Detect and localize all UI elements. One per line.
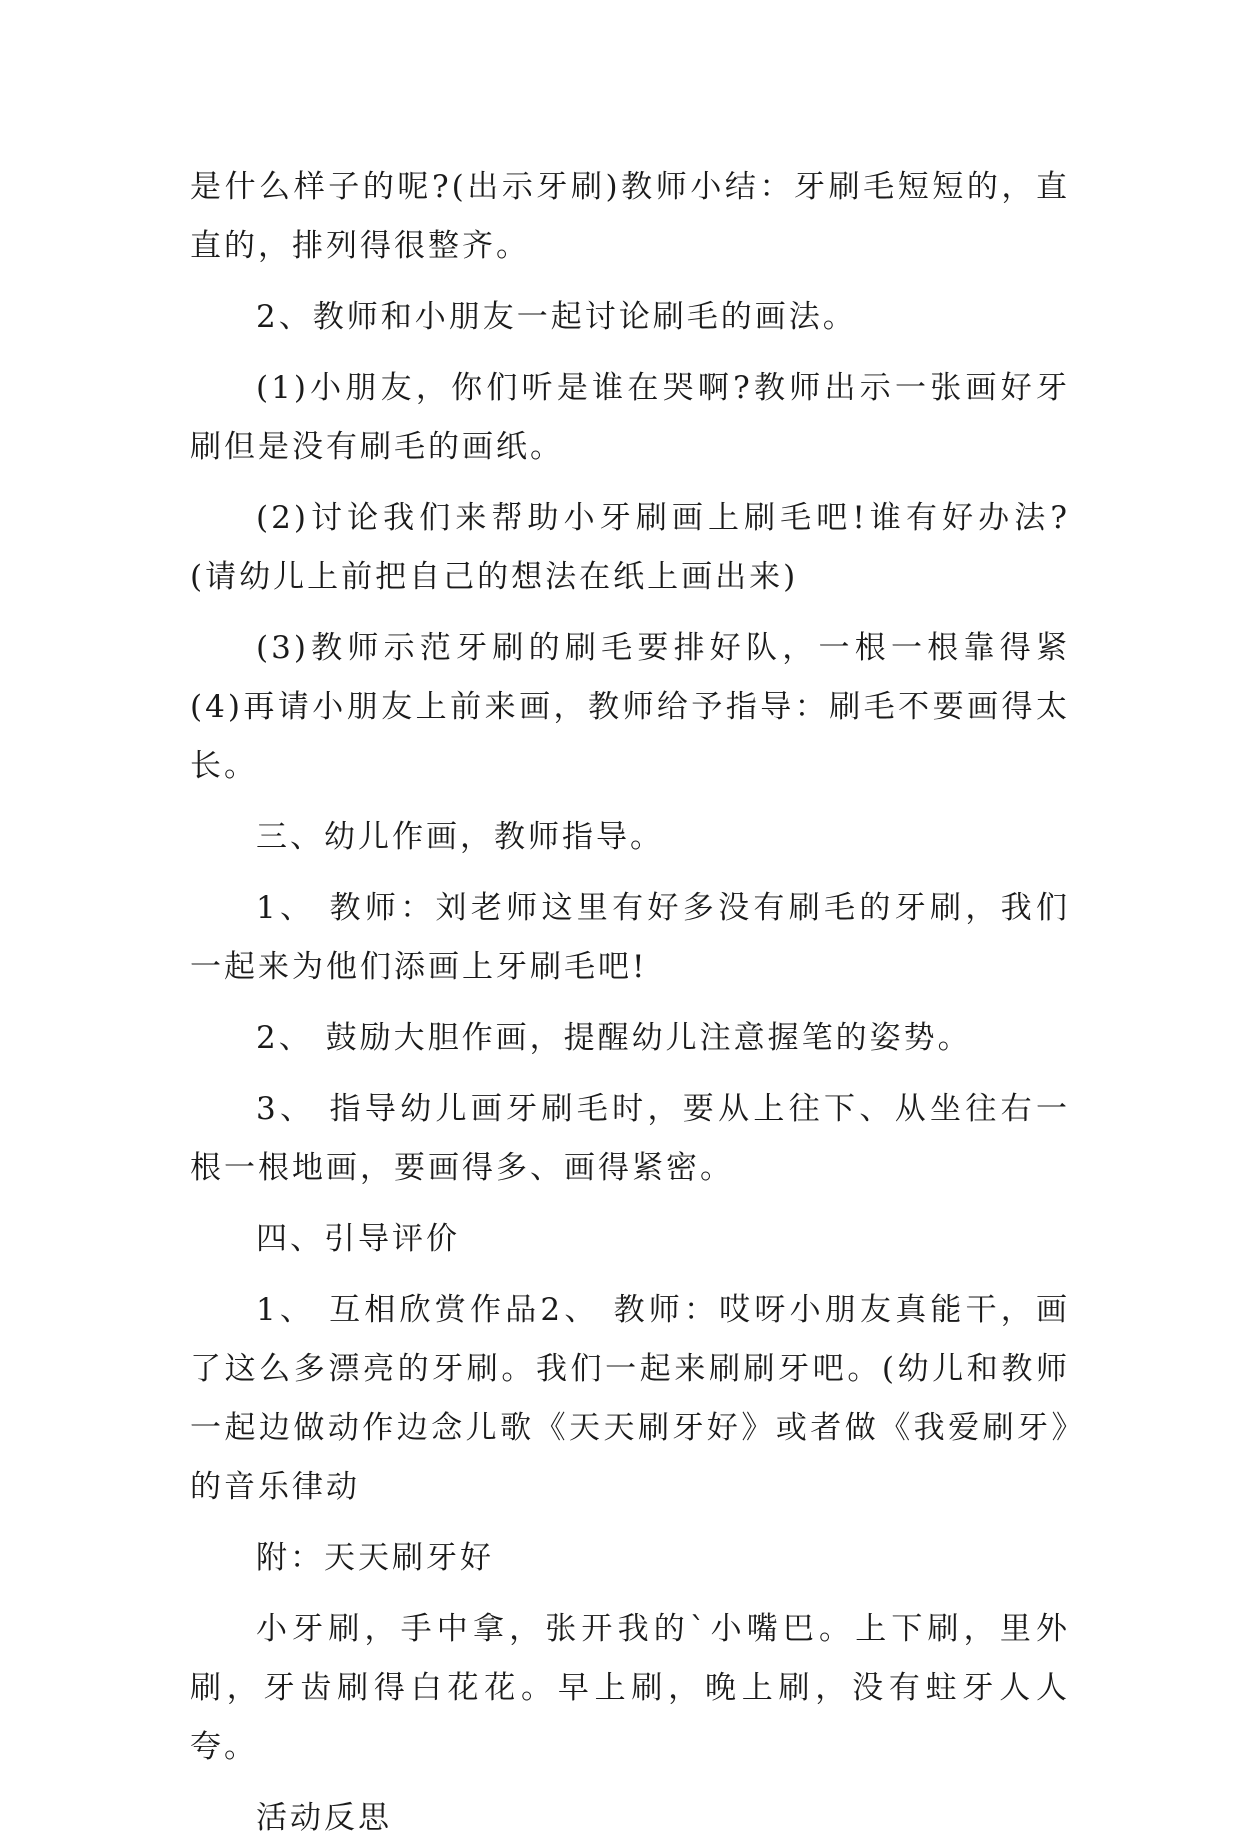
paragraph: 2、教师和小朋友一起讨论刷毛的画法。 <box>256 299 857 335</box>
paragraph: (2)讨论我们来帮助小牙刷画上刷毛吧!谁有好办法?(请幼儿上前把自己的想法在纸上画出来) <box>190 500 1070 595</box>
paragraph: 是什么样子的呢?(出示牙刷)教师小结：牙刷毛短短的，直直的，排列得很整齐。 <box>190 169 1070 264</box>
paragraph: 3、 指导幼儿画牙刷毛时，要从上往下、从坐往右一根一根地画，要画得多、画得紧密。 <box>190 1091 1070 1186</box>
document-body <box>190 158 1070 1848</box>
paragraph: (3)教师示范牙刷的刷毛要排好队，一根一根靠得紧(4)再请小朋友上前来画，教师给予指导：刷毛不要画得太长。 <box>190 630 1070 784</box>
paragraph: (1)小朋友，你们听是谁在哭啊?教师出示一张画好牙刷但是没有刷毛的画纸。 <box>190 370 1070 465</box>
section-heading: 活动反思 <box>256 1800 392 1836</box>
section-heading: 四、引导评价 <box>256 1221 460 1257</box>
section-heading: 三、幼儿作画，教师指导。 <box>256 819 664 855</box>
paragraph: 1、 教师：刘老师这里有好多没有刷毛的牙刷，我们一起来为他们添画上牙刷毛吧! <box>190 890 1070 985</box>
paragraph: 2、 鼓励大胆作画，提醒幼儿注意握笔的姿势。 <box>256 1020 972 1056</box>
paragraph: 小牙刷，手中拿，张开我的`小嘴巴。上下刷，里外刷，牙齿刷得白花花。早上刷，晚上刷，没有蛀牙人人夸。 <box>190 1611 1070 1765</box>
paragraph: 1、 互相欣赏作品2、 教师：哎呀小朋友真能干，画了这么多漂亮的牙刷。我们一起来刷刷牙吧。(幼儿和教师一起边做动作边念儿歌《天天刷牙好》或者做《我爱刷牙》的音乐律动 <box>190 1292 1070 1505</box>
paragraph: 附：天天刷牙好 <box>256 1540 494 1576</box>
